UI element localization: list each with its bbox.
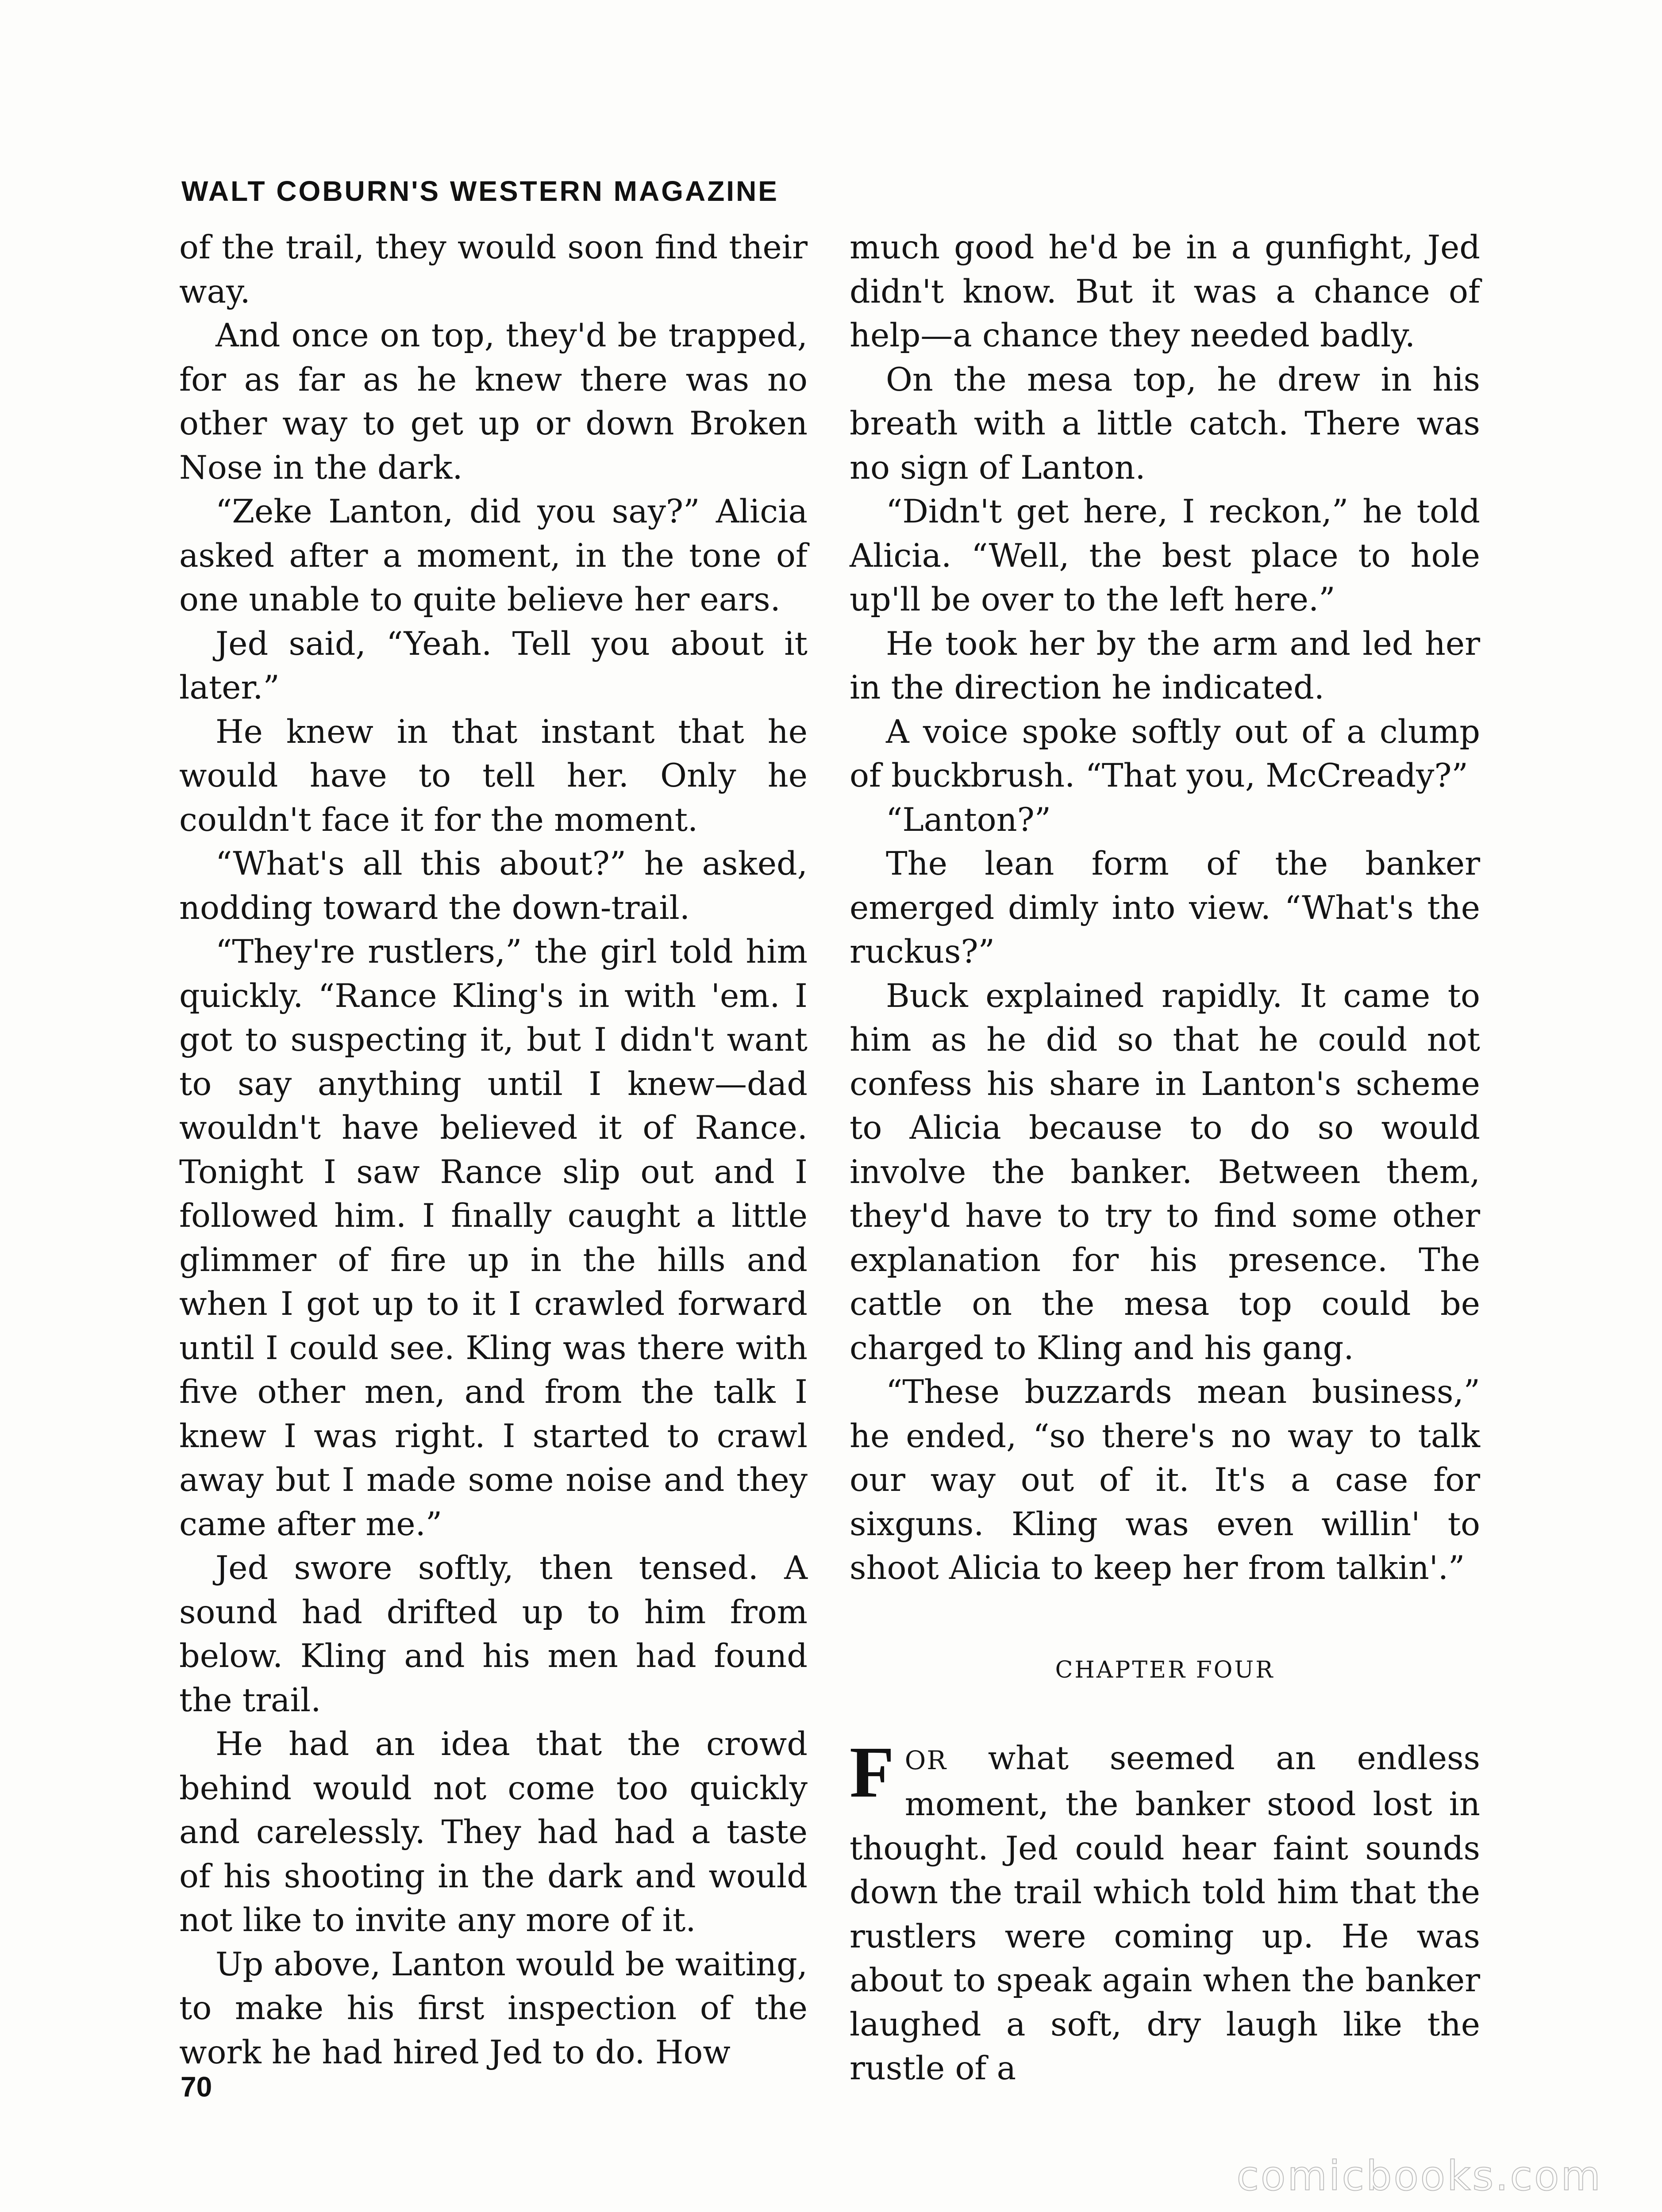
paragraph: Jed swore softly, then tensed. A sound had drifted up to him from below. Kling and his men had found the trail. (179, 1549, 808, 1719)
paragraph: “Didn't get here, I reckon,” he told Alicia. “Well, the best place to hole up'll be over to the left here.” (850, 493, 1480, 618)
chapter-opening-paragraph (850, 1731, 1480, 2091)
paragraph: Up above, Lanton would be waiting, to make his first inspection of the work he had hired Jed to do. How (179, 1945, 808, 2071)
paragraph: And once on top, they'd be trapped, for as far as he knew there was no other way to get up or down Broken Nose in the dark. (179, 317, 808, 487)
paragraph: “Lanton?” (886, 801, 1051, 839)
chapter-opening-text: what seemed an endless moment, the banker stood lost in thought. Jed could hear faint sounds down the trail which told him that the rustlers were coming up. He was about to speak again when the banker laughed a soft, dry laugh like the rustle of a (850, 1739, 1480, 2087)
paragraph: The lean form of the banker emerged dimly into view. “What's the ruckus?” (850, 845, 1480, 971)
paragraph: “What's all this about?” he asked, nodding toward the down-trail. (179, 845, 808, 927)
paragraph: “They're rustlers,” the girl told him quickly. “Rance Kling's in with 'em. I got to suspecting it, but I didn't want to say anything until I knew—dad wouldn't have believed it of Rance. Tonight I saw Rance slip out and I followed him. I finally caught a little glimmer of fire up in the hills and when I got up to it I crawled forward until I could see. Kling was there with five other men, and from the talk I knew I was right. I started to crawl away but I made some noise and they came after me.” (179, 933, 808, 1543)
right-column (850, 226, 1480, 2091)
paragraph: He had an idea that the crowd behind would not come too quickly and carelessly. They had had a taste of his shooting in the dark and would not like to invite any more of it. (179, 1725, 808, 1939)
paragraph: “These buzzards mean business,” he ended, “so there's no way to talk our way out of it. It's a case for sixguns. Kling was even willin' to shoot Alicia to keep her from talkin'.” (850, 1373, 1480, 1587)
paragraph: He knew in that instant that he would have to tell her. Only he couldn't face it for the moment. (179, 713, 808, 839)
drop-cap: F (850, 1731, 894, 1813)
chapter-heading: CHAPTER FOUR (1055, 1656, 1275, 1683)
paragraph: Buck explained rapidly. It came to him as he did so that he could not confess his share in Lanton's scheme to Alicia because to do so would involve the banker. Between them, they'd have to try to find some other explanation for his presence. The cattle on the mesa top could be charged to Kling and his gang. (850, 977, 1480, 1367)
paragraph: “Zeke Lanton, did you say?” Alicia asked after a moment, in the tone of one unable to quite believe her ears. (179, 493, 808, 618)
watermark: comicbooks.com (1236, 2152, 1602, 2200)
paragraph: A voice spoke softly out of a clump of buckbrush. “That you, McCready?” (850, 713, 1480, 795)
paragraph: He took her by the arm and led her in the direction he indicated. (850, 625, 1480, 707)
paragraph: On the mesa top, he drew in his breath with a little catch. There was no sign of Lanton. (850, 361, 1480, 487)
running-header: WALT COBURN'S WESTERN MAGAZINE (181, 175, 779, 207)
paragraph: of the trail, they would soon find their way. (179, 229, 808, 311)
page-number: 70 (181, 2071, 212, 2103)
paragraph: much good he'd be in a gunfight, Jed didn't know. But it was a chance of help—a chance they needed badly. (850, 229, 1480, 354)
opening-smallcaps: OR (904, 1745, 947, 1775)
paragraph: Jed said, “Yeah. Tell you about it later.” (179, 625, 808, 707)
left-column (179, 226, 808, 2074)
